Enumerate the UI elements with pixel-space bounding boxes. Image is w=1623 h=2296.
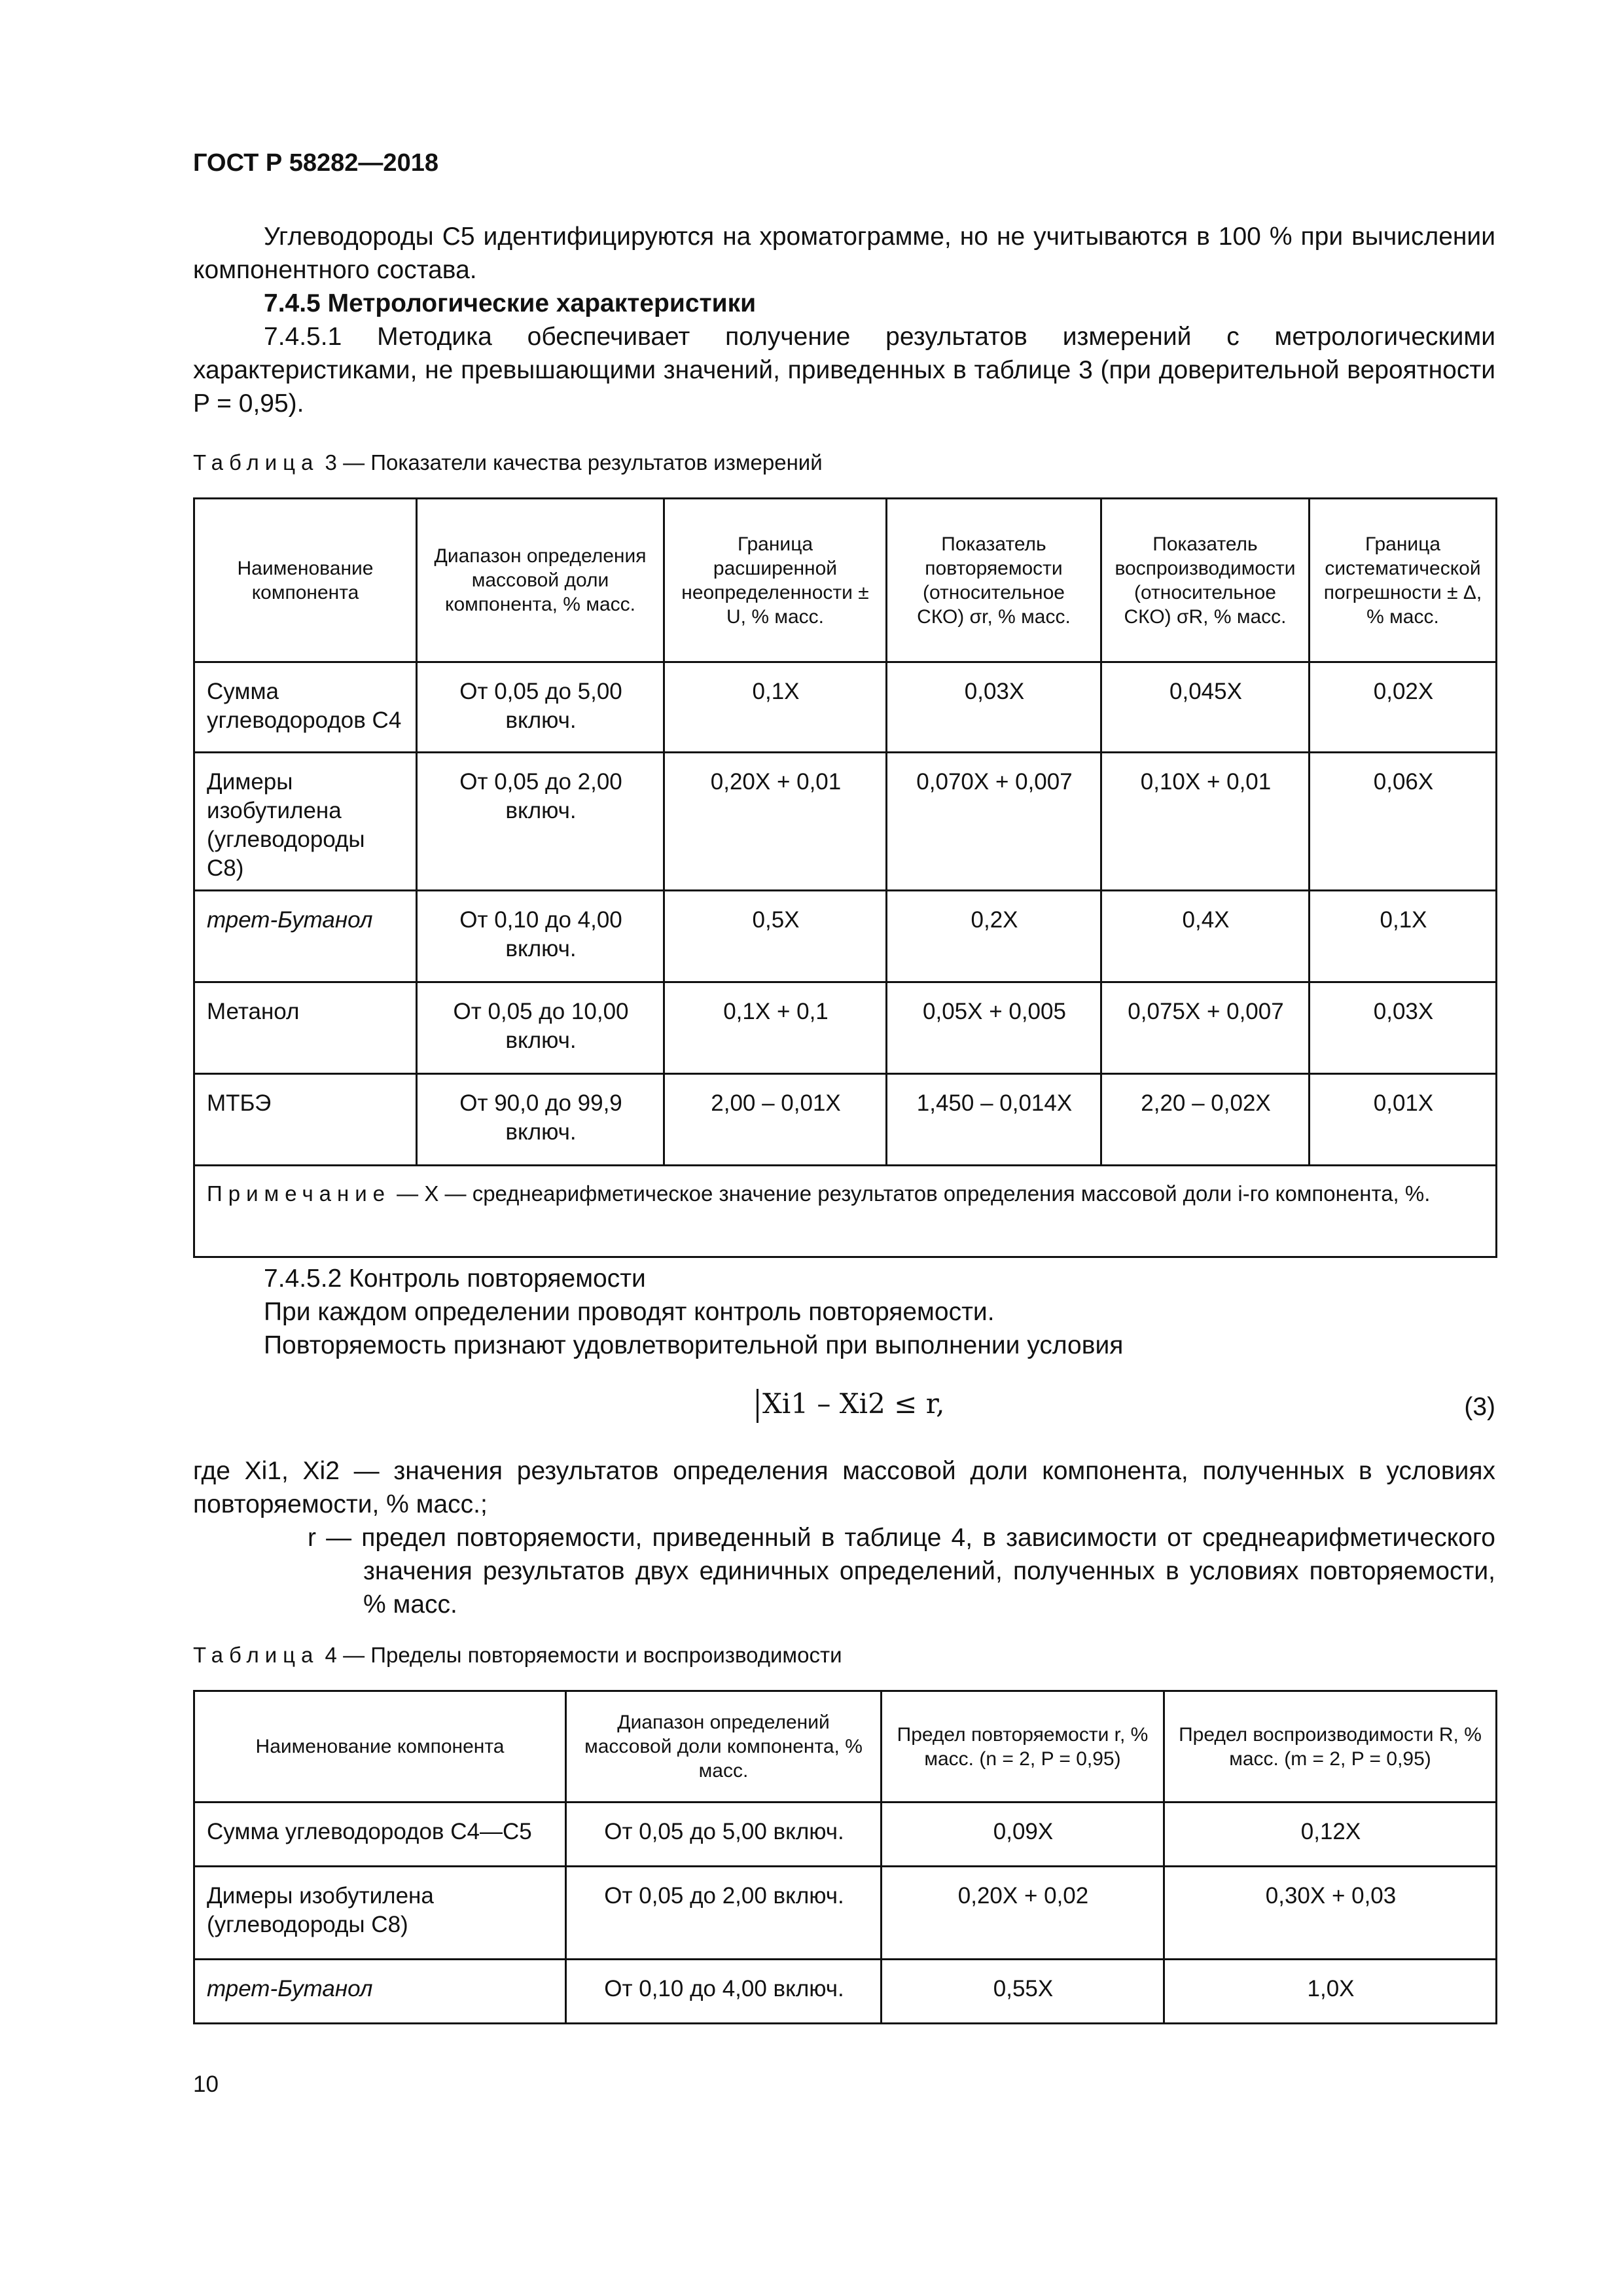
table3-header: Наименование компонента — [194, 499, 417, 662]
table-row — [194, 753, 1497, 891]
table-cell: МТБЭ — [194, 1074, 417, 1166]
table-cell: 0,070X + 0,007 — [887, 753, 1101, 891]
table3-caption — [193, 450, 823, 475]
table4-caption-text: 4 — Пределы повторяемости и воспроизводимости — [319, 1643, 842, 1667]
table-cell: 0,03X — [1310, 982, 1497, 1074]
table-cell: 0,4X — [1101, 891, 1310, 982]
page-number: 10 — [193, 2072, 219, 2097]
table-cell: 0,075X + 0,007 — [1101, 982, 1310, 1074]
table-row — [194, 891, 1497, 982]
table-row — [194, 982, 1497, 1074]
section2-block — [193, 1262, 1495, 1362]
table-cell: 0,03X — [887, 662, 1101, 753]
section2-paragraph-2: Повторяемость признают удовлетворительной при выполнении условия — [264, 1331, 1124, 1359]
formula — [753, 1388, 945, 1423]
table-cell: 0,1X — [664, 662, 887, 753]
abs-bar-left — [757, 1389, 758, 1423]
note-label: Примечание — [207, 1181, 391, 1206]
table-cell: 0,10X + 0,01 — [1101, 753, 1310, 891]
table-cell: 0,045X — [1101, 662, 1310, 753]
table3 — [193, 497, 1497, 1258]
table3-caption-text: 3 — Показатели качества результатов измерений — [319, 450, 823, 475]
table-cell: 0,1X + 0,1 — [664, 982, 887, 1074]
formula-text: Xi1 – Xi2 ≤ r, — [762, 1388, 945, 1420]
table4-header: Наименование компонента — [194, 1691, 566, 1803]
table-cell: 0,06X — [1310, 753, 1497, 891]
table-row — [194, 662, 1497, 753]
table3-note — [194, 1166, 1497, 1257]
table4-header: Диапазон определений массовой доли компонента, % масс. — [566, 1691, 882, 1803]
table-cell: 0,01X — [1310, 1074, 1497, 1166]
table-cell: трет-Бутанол — [194, 1960, 566, 2024]
table4-header: Предел воспроизводимости R, % масс. (m = 2, P = 0,95) — [1164, 1691, 1497, 1803]
table-cell: 2,20 – 0,02X — [1101, 1074, 1310, 1166]
table3-header: Граница систематической погрешности ± Δ, % масс. — [1310, 499, 1497, 662]
table-cell: 0,55X — [882, 1960, 1164, 2024]
table3-header: Показатель повторяемости (относительное СКО) σr, % масс. — [887, 499, 1101, 662]
intro-block — [193, 220, 1495, 420]
table-cell: 0,02X — [1310, 662, 1497, 753]
table-cell: 0,05X + 0,005 — [887, 982, 1101, 1074]
table4-header: Предел повторяемости r, % масс. (n = 2, P = 0,95) — [882, 1691, 1164, 1803]
table-cell: 0,20X + 0,02 — [882, 1867, 1164, 1960]
table-cell: Димеры изобутилена (углеводороды C8) — [194, 1867, 566, 1960]
definition-1: где Xi1, Xi2 — значения результатов определения массовой доли компонента, полученных в условиях повторяемости, % масс.; — [193, 1457, 1495, 1518]
table-cell: От 90,0 до 99,9 включ. — [417, 1074, 664, 1166]
table-cell: 0,09X — [882, 1803, 1164, 1867]
table-row — [194, 1803, 1497, 1867]
table-row — [194, 1074, 1497, 1166]
definitions — [193, 1454, 1495, 1621]
table4-caption-label: Таблица — [193, 1643, 319, 1667]
table-cell: 0,20X + 0,01 — [664, 753, 887, 891]
table-cell: Сумма углеводородов C4—C5 — [194, 1803, 566, 1867]
table4 — [193, 1690, 1497, 2024]
table-cell: От 0,05 до 5,00 включ. — [417, 662, 664, 753]
table-cell: 2,00 – 0,01X — [664, 1074, 887, 1166]
table-cell: 0,2X — [887, 891, 1101, 982]
table-cell: Метанол — [194, 982, 417, 1074]
table-row — [194, 1867, 1497, 1960]
formula-number: (3) — [1464, 1393, 1495, 1421]
table4-header-row — [194, 1691, 1497, 1803]
table3-header-row — [194, 499, 1497, 662]
section2-title: 7.4.5.2 Контроль повторяемости — [264, 1265, 646, 1293]
table-cell: 1,450 – 0,014X — [887, 1074, 1101, 1166]
note-text: — X — среднеарифметическое значение результатов определения массовой доли i-го компонента, %. — [391, 1181, 1431, 1206]
table-cell: От 0,05 до 5,00 включ. — [566, 1803, 882, 1867]
table3-note-row — [194, 1166, 1497, 1257]
table-cell: 0,30X + 0,03 — [1164, 1867, 1497, 1960]
table-cell: От 0,05 до 10,00 включ. — [417, 982, 664, 1074]
table4-caption — [193, 1643, 842, 1668]
section2-paragraph-1: При каждом определении проводят контроль повторяемости. — [264, 1298, 995, 1326]
table3-caption-label: Таблица — [193, 450, 319, 475]
table-cell: От 0,10 до 4,00 включ. — [417, 891, 664, 982]
table-cell: От 0,10 до 4,00 включ. — [566, 1960, 882, 2024]
table-cell: Димеры изобутилена (углеводороды C8) — [194, 753, 417, 891]
section-title: 7.4.5 Метрологические характеристики — [264, 289, 757, 317]
standard-header: ГОСТ Р 58282—2018 — [193, 149, 438, 177]
table-cell: 0,1X — [1310, 891, 1497, 982]
table-cell: 0,12X — [1164, 1803, 1497, 1867]
table3-header: Показатель воспроизводимости (относительное СКО) σR, % масс. — [1101, 499, 1310, 662]
table3-header: Граница расширенной неопределенности ± U, % масс. — [664, 499, 887, 662]
table-cell: От 0,05 до 2,00 включ. — [566, 1867, 882, 1960]
intro-paragraph-2: 7.4.5.1 Методика обеспечивает получение результатов измерений с метрологическими характеристиками, не превышающими значений, приведенных в таблице 3 (при доверительной вероятности P = 0,95). — [193, 323, 1495, 418]
table3-header: Диапазон определения массовой доли компонента, % масс. — [417, 499, 664, 662]
table-cell: 1,0X — [1164, 1960, 1497, 2024]
definition-2: r — предел повторяемости, приведенный в таблице 4, в зависимости от среднеарифметического значения результатов двух единичных определений, полученных в условиях повторяемости, % масс. — [308, 1524, 1495, 1619]
table-row — [194, 1960, 1497, 2024]
table-cell: Сумма углеводородов C4 — [194, 662, 417, 753]
table-cell: 0,5X — [664, 891, 887, 982]
table-cell: От 0,05 до 2,00 включ. — [417, 753, 664, 891]
table-cell: трет-Бутанол — [194, 891, 417, 982]
intro-paragraph-1: Углеводороды C5 идентифицируются на хроматограмме, но не учитываются в 100 % при вычислении компонентного состава. — [193, 223, 1495, 284]
